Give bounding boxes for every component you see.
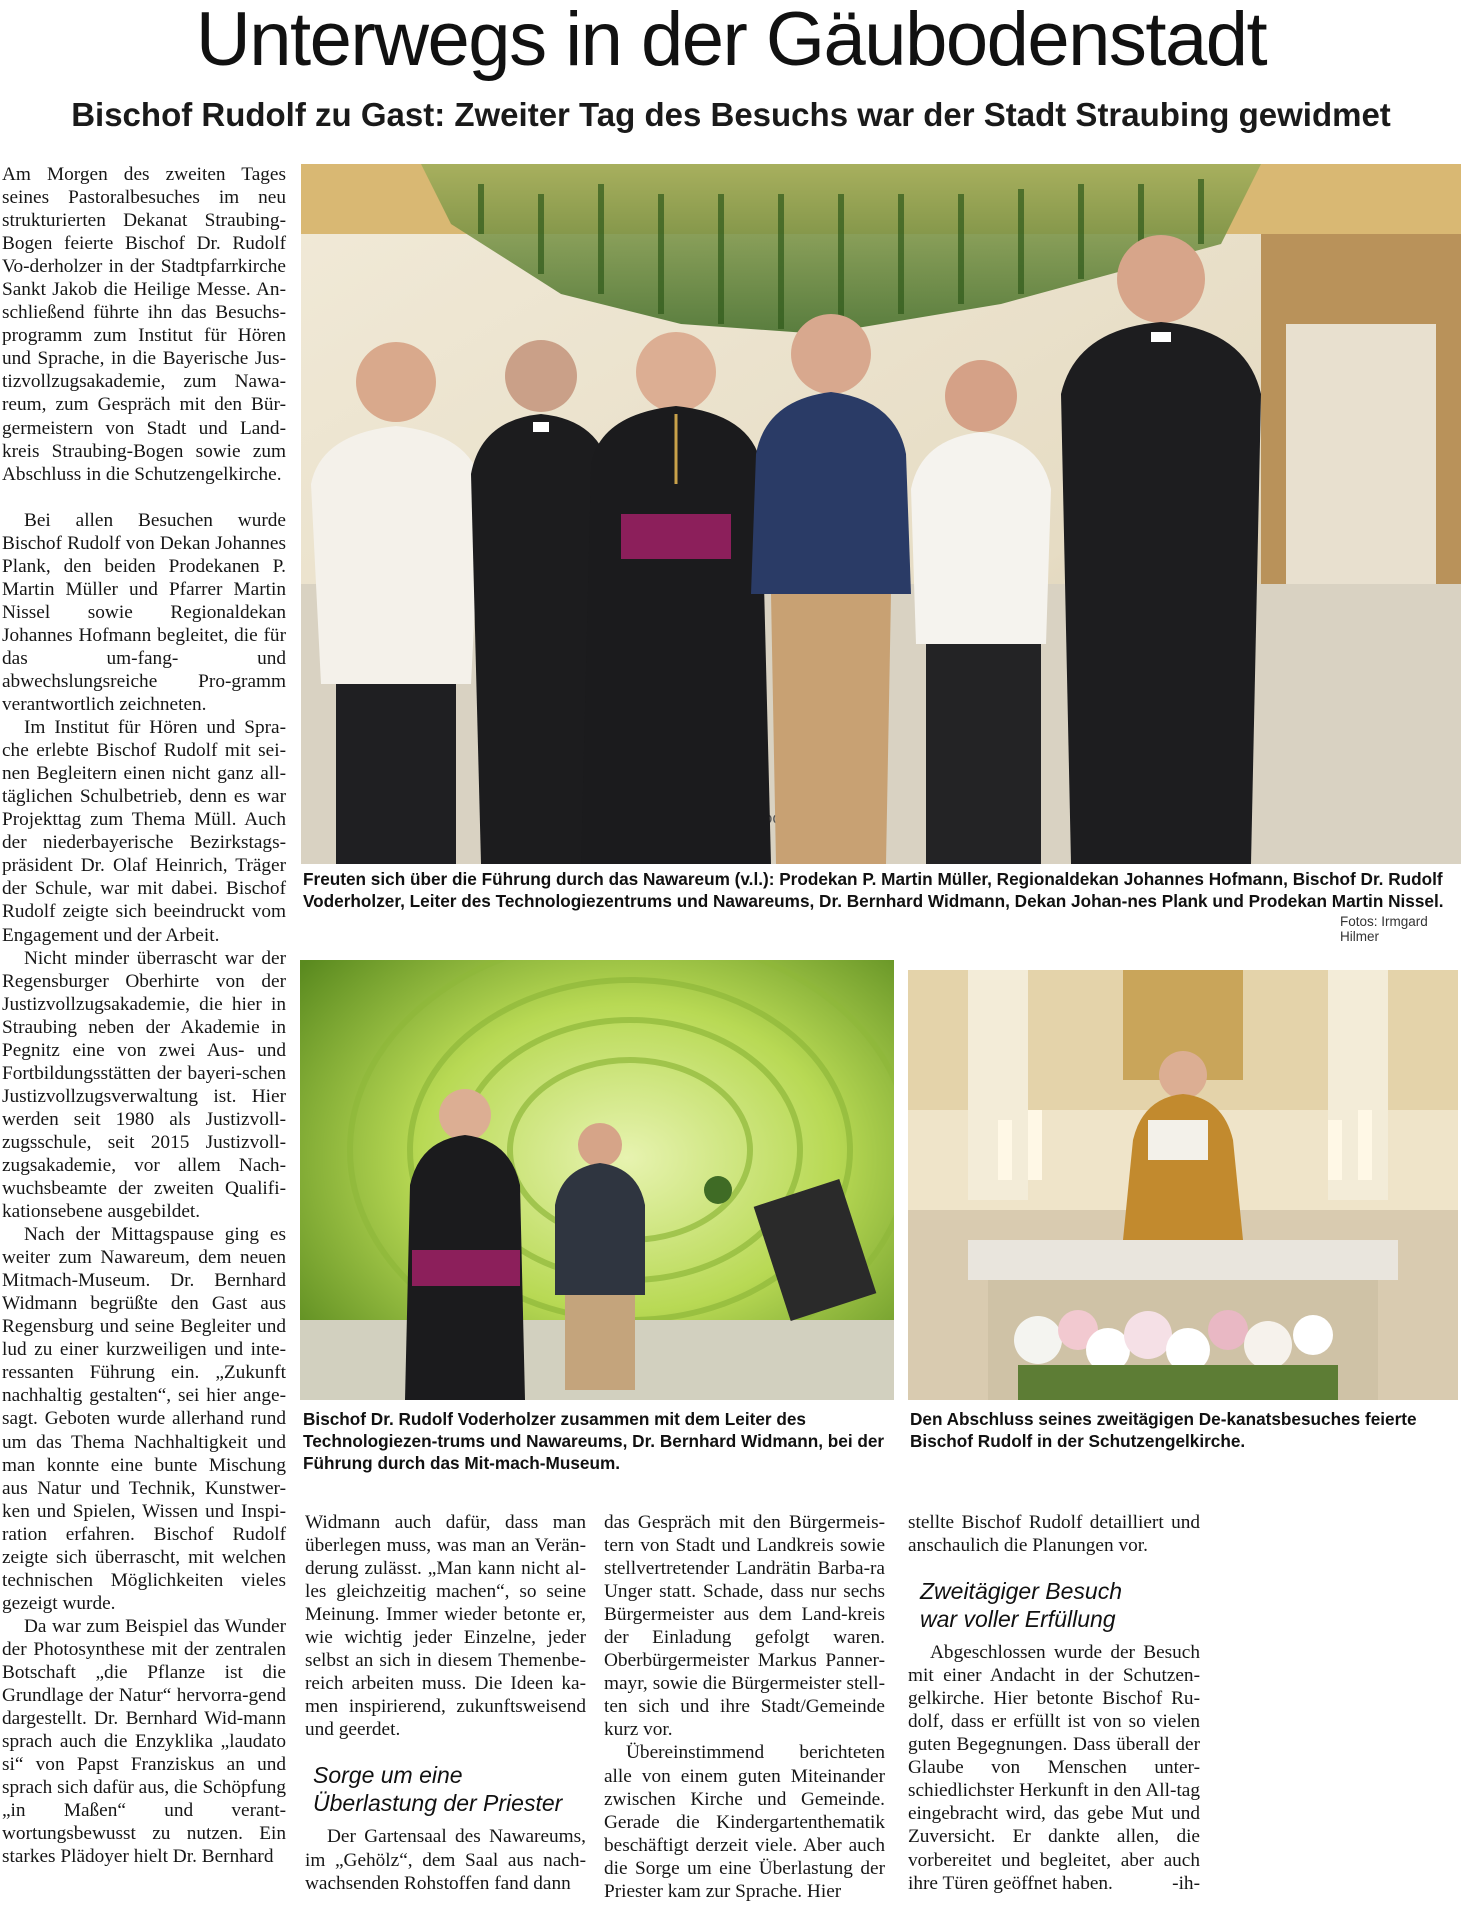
photo-church-caption: Den Abschluss seines zweitägigen De-kanatsbesuches feierte Bischof Rudolf in der Schutzengelkirche. [910,1409,1417,1451]
subheading-visit [920,1577,1200,1633]
paragraph-5: Nach der Mittagspause ging es weiter zum Nawareum, dem neuen Mitmach-Museum. Dr. Bernhard Widmann begrüßte den Gast aus Regensburg und seine Begleiter und lud zu einer kurzweiligen und inte-ressanten Führung ein. „Zukunft nachhaltig gestalten“, sei hier ange-sagt. Geboten wurde allerhand rund um das Thema Nachhaltigkeit und man konnte eine bunte Mischung aus Natur und Technik, Kunstwer-ken und Spielen, Wissen und Inspi-ration erfahren. Bischof Rudolf zeigte sich überrascht, mit welchen technischen Möglichkeiten vieles gezeigt wurde. [2,1224,286,1614]
subheading-visit-line2: war voller Erfüllung [920,1606,1116,1633]
article-column-1 [2,163,286,1868]
article-column-2 [305,1511,586,1895]
paragraph-3: Im Institut für Hören und Spra-che erlebte Bischof Rudolf mit sei-nen Begleitern einen nicht ganz all-täglichen Schulbetrieb, denn es war Projekttag zum Thema Müll. Auch der niederbayerische Bezirkstags-präsident Dr. Olaf Heinrich, Träger der Schule, war mit dabei. Bischof Rudolf zeigte sich beeindruckt vom Engagement und der Arbeit. [2,717,286,946]
photo-credit: Fotos: Irmgard Hilmer [1340,914,1428,944]
column2-intro: Widmann auch dafür, dass man überlegen muss, was man an Verän-derung zulässt. „Man kann nicht al-les gleichzeitig machen“, so seine Meinung. Immer wieder betonte er, wie wichtig jeder Einzelne, jeder selbst an sich in diesem Themenbe-reich arbeiten muss. Die Ideen ka-men inspirierend, zukunftsweisend und geerdet. [305,1512,586,1741]
paragraph-1: Am Morgen des zweiten Tages seines Pastoralbesuches im neu strukturierten Dekanat Straubing-Bogen feierte Bischof Dr. Rudolf Vo-derholzer in der Stadtpfarrkirche Sankt Jakob die Heilige Messe. An-schließend führte ihn das Besuchs-programm zum Institut für Hören und Sprache, in die Bayerische Jus-tizvollzugsakademie, zum Nawa-reum, zum Gespräch mit den Bür-germeistern von Stadt und Land-kreis Straubing-Bogen sowie zum Abschluss in die Schutzengelkirche. [2,164,286,485]
column2-body: Der Gartensaal des Nawareums, im „Gehölz“, dem Saal aus nach-wachsenden Rohstoffen fand dann [305,1826,586,1894]
column4-body [908,1641,1200,1895]
column4-intro: stellte Bischof Rudolf detailliert und anschaulich die Planungen vor. [908,1512,1200,1557]
paragraph-4: Nicht minder überrascht war der Regensburger Oberhirte von der Justizvollzugsakademie, die hier in Straubing neben der Akademie in Pegnitz eine von zwei Aus- und Fortbildungsstätten der bayeri-schen Justizvollzugsverwaltung ist. Hier werden seit 1980 als Justizvoll-zugsschule, seit 2015 Justizvoll-zugsakademie, vor allem Nach-wuchsbeamte der zweiten Qualifi-kationsebene ausgebildet. [2,947,286,1223]
column3-paragraph-1: das Gespräch mit den Bürgermeis-tern von Stadt und Landkreis sowie stellvertretender Landrätin Barba-ra Unger statt. Schade, dass nur sechs Bürgermeister aus dem Land-kreis der Einladung gefolgt waren. Oberbürgermeister Markus Panner-mayr, sowie die Bürgermeister stell-ten sich und ihre Stadt/Gemeinde kurz vor. [604,1512,885,1741]
paragraph-6: Da war zum Beispiel das Wunder der Photosynthese mit der zentralen Botschaft „die Pflanze ist die Grundlage der Natur“ hervorra-gend dargestellt. Dr. Bernhard Wid-mann sprach auch die Enzyklika „laudato si“ von Papst Franziskus an und sprach sich dafür aus, die Schöpfung „in Maßen“ und verant-wortungsbewusst zu nutzen. Ein starkes Plädoyer hielt Dr. Bernhard [2,1615,286,1868]
subheading-priests-line1: Sorge um eine [313,1762,463,1789]
photo-group-nawareum [301,164,1461,864]
headline: Unterwegs in der Gäubodenstadt [195,0,1267,82]
column4-body-text: Abgeschlossen wurde der Besuch mit einer Andacht in der Schutzen-gelkirche. Hier betonte Bischof Ru-dolf, dass er erfüllt ist von so vielen guten Begegnungen. Dass überall der Glaube von Menschen unter-schiedlichster Herkunft in den All-tag eingebracht wird, das gebe Mut und Zuversicht. Er dankte allen, die vorbereitet und begleitet, aber auch ihre Türen geöffnet haben. [908,1642,1200,1894]
subheading-priests [313,1761,586,1817]
subheading-visit-line1: Zweitägiger Besuch [920,1578,1122,1605]
photo-museum-tour [300,960,894,1400]
photo-group-caption: Freuten sich über die Führung durch das Nawareum (v.l.): Prodekan P. Martin Müller, Regionaldekan Johannes Hofmann, Bischof Dr. Rudolf Voderholzer, Leiter des Technologiezentrums und Nawareums, Dr. Bernhard Widmann, Dekan Johan-nes Plank und Prodekan Martin Nissel. [303,869,1444,911]
author-signature: -ih- [1172,1872,1200,1894]
article-column-3 [604,1511,885,1903]
photo-church-service [908,970,1458,1400]
photo-museum-caption: Bischof Dr. Rudolf Voderholzer zusammen mit dem Leiter des Technologiezen-trums und Nawareums, Dr. Bernhard Widmann, bei der Führung durch das Mit-mach-Museum. [303,1409,885,1473]
column3-paragraph-2: Übereinstimmend berichteten alle von einem guten Miteinander zwischen Kirche und Gemeinde. Gerade die Kindergartenthematik beschäftigt derzeit viele. Aber auch die Sorge um eine Überlastung der Priester kam zur Sprache. Hier [604,1742,885,1902]
paragraph-2: Bei allen Besuchen wurde Bischof Rudolf von Dekan Johannes Plank, den beiden Prodekanen P. Martin Müller und Pfarrer Martin Nissel sowie Regionaldekan Johannes Hofmann begleitet, die für das um-fang- und abwechslungsreiche Pro-gramm verantwortlich zeichneten. [2,509,286,716]
subheading-priests-line2: Überlastung der Priester [313,1790,563,1817]
subheadline: Bischof Rudolf zu Gast: Zweiter Tag des Besuchs war der Stadt Straubing gewidmet [71,96,1391,133]
article-column-4 [908,1511,1459,1895]
